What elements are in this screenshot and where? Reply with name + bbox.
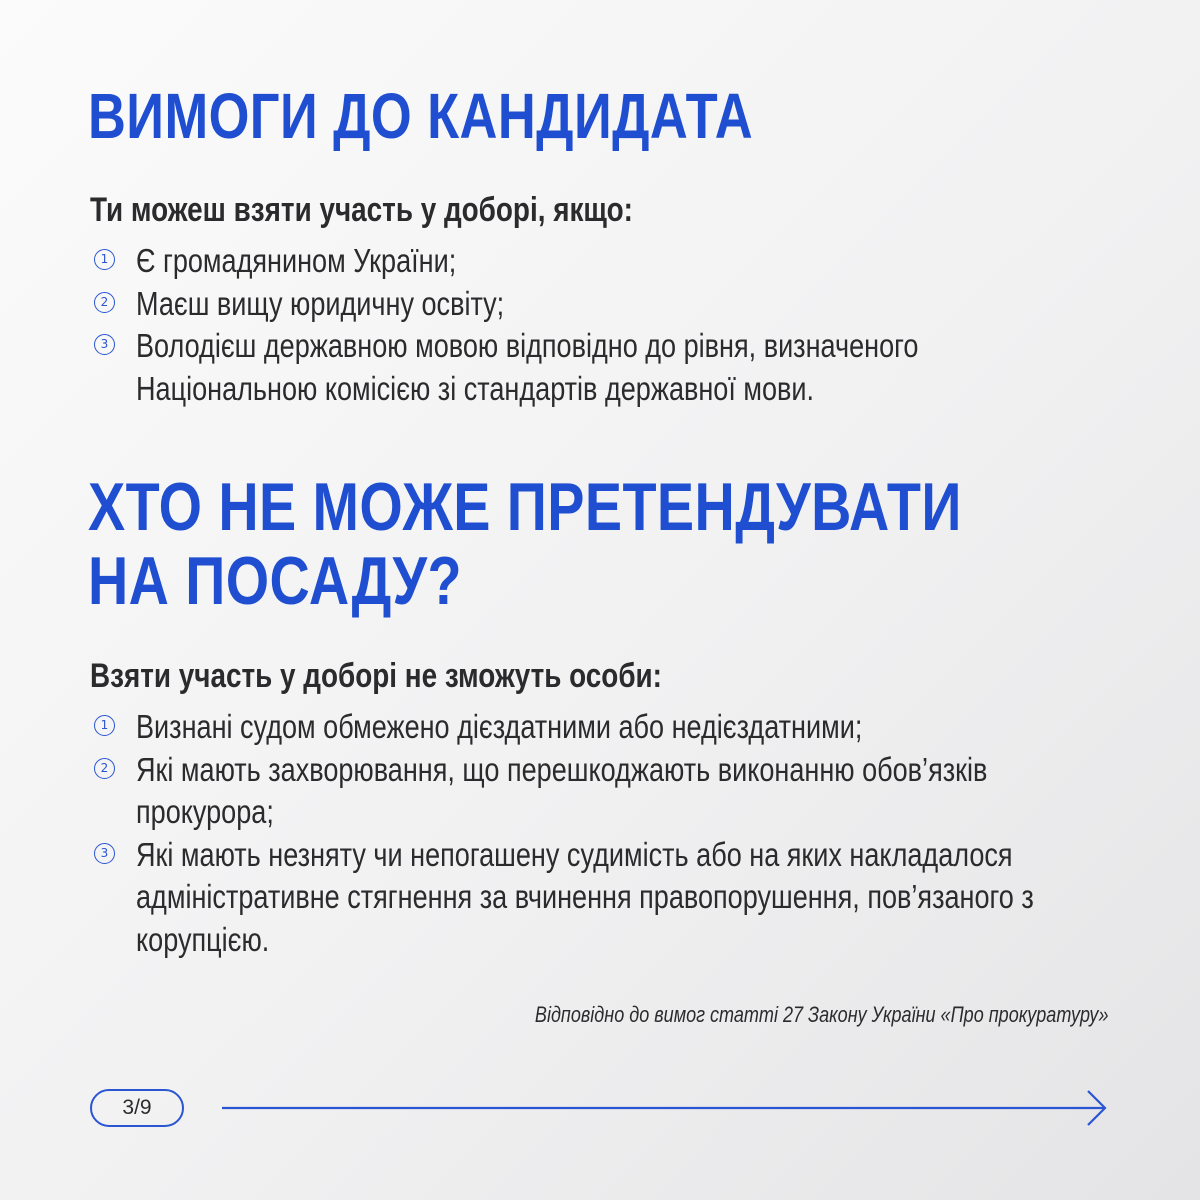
list-item xyxy=(90,240,1150,283)
arrow-right-icon[interactable] xyxy=(220,1088,1110,1130)
list-item-text: Володієш державною мовою відповідно до рівня, визначеного Національною комісією зі стандартів державної мови. xyxy=(136,327,919,407)
page-indicator: 3/9 xyxy=(90,1089,184,1127)
list-item xyxy=(90,283,1150,326)
section-1-heading: ВИМОГИ ДО КАНДИДАТА xyxy=(88,80,754,152)
list-item-text: Маєш вищу юридичну освіту; xyxy=(136,284,505,322)
list-item xyxy=(90,706,1150,749)
list-item xyxy=(90,834,1150,962)
section-1-lead: Ти можеш взяти участь у доборі, якщо: xyxy=(90,191,633,229)
requirements-list xyxy=(90,240,1150,410)
section-2-heading-line-2: НА ПОСАДУ? xyxy=(88,543,462,619)
number-circle-icon: 2 xyxy=(94,758,115,779)
list-item xyxy=(90,749,1150,834)
section-2-lead: Взяти участь у доборі не зможуть особи: xyxy=(90,657,662,695)
number-circle-icon: 2 xyxy=(94,292,115,313)
number-circle-icon: 1 xyxy=(94,249,115,270)
list-item-text: Які мають захворювання, що перешкоджають виконанню обов’язків прокурора; xyxy=(136,750,988,830)
list-item-text: Які мають незняту чи непогашену судимість або на яких накладалося адміністративне стягнення за вчинення правопорушення, пов’язаного з корупцією. xyxy=(136,835,1034,958)
list-item xyxy=(90,325,1150,410)
section-2-heading-line-1: ХТО НЕ МОЖЕ ПРЕТЕНДУВАТИ xyxy=(88,469,962,545)
legal-footnote: Відповідно до вимог статті 27 Закону України «Про прокуратуру» xyxy=(534,1002,1108,1027)
number-circle-icon: 3 xyxy=(94,334,115,355)
restrictions-list xyxy=(90,706,1150,961)
number-circle-icon: 3 xyxy=(94,843,115,864)
number-circle-icon: 1 xyxy=(94,715,115,736)
list-item-text: Визнані судом обмежено дієздатними або недієздатними; xyxy=(136,708,863,745)
list-item-text: Є громадянином України; xyxy=(136,242,457,279)
section-2-heading xyxy=(88,470,962,618)
